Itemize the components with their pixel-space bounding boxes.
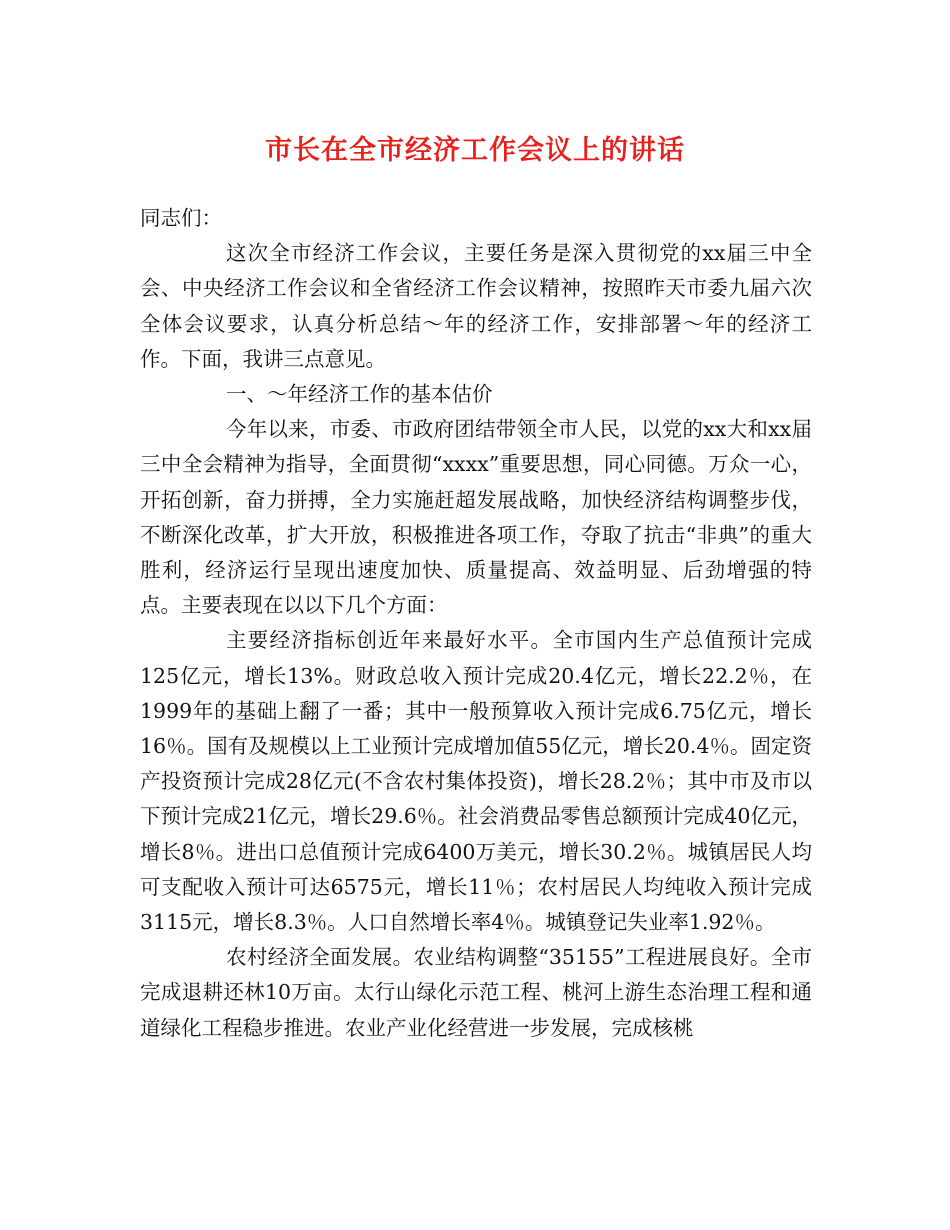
document-title: 市长在全市经济工作会议上的讲话 bbox=[265, 135, 685, 166]
paragraph-intro: 这次全市经济工作会议，主要任务是深入贯彻党的xx届三中全会、中央经济工作会议和全省经济工作会议精神，按照昨天市委九届六次全体会议要求，认真分析总结～年的经济工作，安排部署～年的经济工作。下面，我讲三点意见。 bbox=[140, 241, 812, 371]
paragraph-rural-economy: 农村经济全面发展。农业结构调整“35155”工程进展良好。全市完成退耕还林10万亩。太行山绿化示范工程、桃河上游生态治理工程和通道绿化工程稳步推进。农业产业化经营进一步发展，完成核桃 bbox=[140, 945, 812, 1040]
section-heading-1: 一、～年经济工作的基本估价 bbox=[226, 382, 493, 407]
document-body bbox=[140, 201, 812, 1046]
salutation: 同志们： bbox=[140, 206, 222, 230]
paragraph-indicators: 主要经济指标创近年来最好水平。全市国内生产总值预计完成125亿元，增长13%。财政总收入预计完成20.4亿元，增长22.2％，在1999年的基础上翻了一番；其中一般预算收入预计完成6.75亿元，增长16％。国有及规模以上工业预计完成增加值55亿元，增长20.4％。固定资产投资预计完成28亿元(不含农村集体投资)，增长28.2％；其中市及市以下预计完成21亿元，增长29.6％。社会消费品零售总额预计完成40亿元，增长8％。进出口总值预计完成6400万美元，增长30.2％。城镇居民人均可支配收入预计可达6575元，增长11％；农村居民人均纯收入预计完成3115元，增长8.3％。人口自然增长率4％。城镇登记失业率1.92％。 bbox=[140, 628, 812, 935]
paragraph-overview: 今年以来，市委、市政府团结带领全市人民，以党的xx大和xx届三中全会精神为指导，全面贯彻“xxxx”重要思想，同心同德。万众一心，开拓创新，奋力拼搏，全力实施赶超发展战略，加快经济结构调整步伐，不断深化改革，扩大开放，积极推进各项工作，夺取了抗击“非典”的重大胜利，经济运行呈现出速度加快、质量提高、效益明显、后劲增强的特点。主要表现在以以下几个方面： bbox=[140, 417, 812, 618]
